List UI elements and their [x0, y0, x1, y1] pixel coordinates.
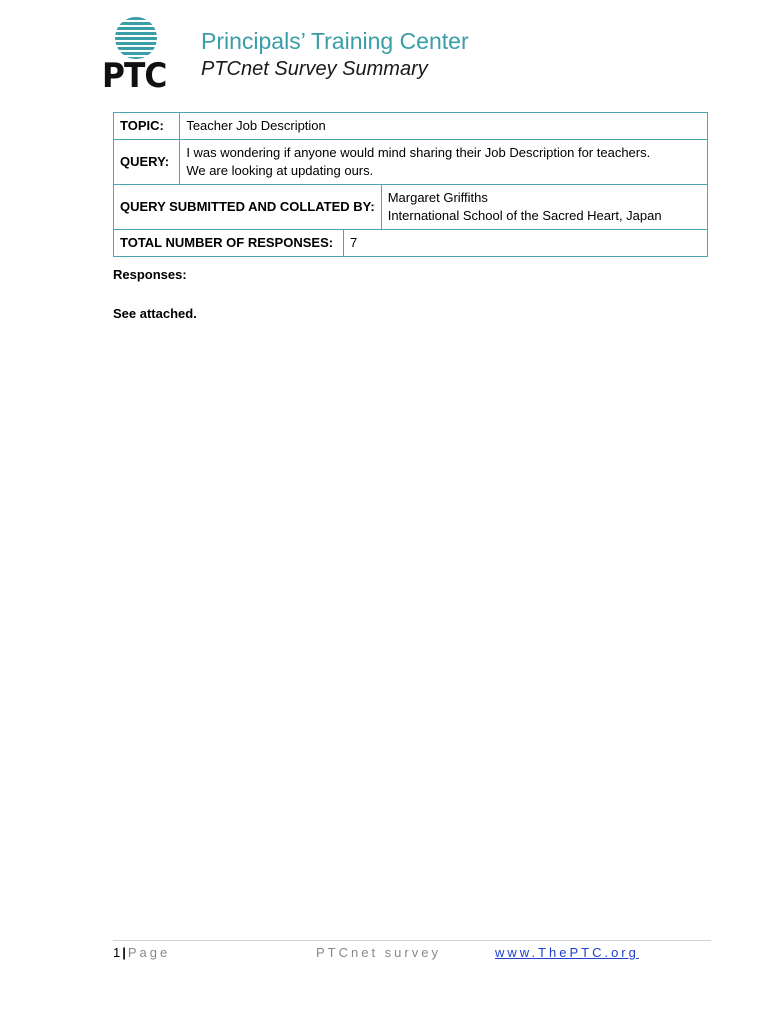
submitter-organization: International School of the Sacred Heart, Japan: [387, 208, 662, 223]
responses-count-row: [114, 230, 708, 257]
survey-info-table: [113, 112, 708, 257]
page-separator: |: [122, 945, 126, 960]
submitted-row: [114, 185, 708, 230]
footer-page-number: [113, 945, 170, 960]
footer-center-text: PTCnet survey: [316, 945, 441, 960]
submitter-name: Margaret Griffiths: [387, 190, 488, 205]
query-line-2: We are looking at updating ours.: [186, 163, 374, 178]
footer-divider: [113, 940, 711, 941]
query-value: [180, 140, 708, 185]
logo-text: PTC: [102, 56, 167, 96]
topic-value: Teacher Job Description: [180, 113, 708, 140]
submitted-value: [381, 185, 707, 230]
query-row: [114, 140, 708, 185]
query-label: QUERY:: [114, 140, 180, 185]
org-title: Principals’ Training Center: [201, 28, 469, 54]
topic-label: TOPIC:: [114, 113, 180, 140]
see-attached-text: See attached.: [113, 306, 197, 321]
footer-website-link[interactable]: www.ThePTC.org: [495, 945, 639, 960]
submitted-label: QUERY SUBMITTED AND COLLATED BY:: [114, 185, 382, 230]
document-subtitle: PTCnet Survey Summary: [201, 58, 428, 80]
responses-count-label: TOTAL NUMBER OF RESPONSES:: [114, 230, 344, 257]
query-line-1: I was wondering if anyone would mind sharing their Job Description for teachers.: [186, 145, 651, 160]
responses-heading: Responses:: [113, 267, 187, 282]
page-word: Page: [127, 945, 171, 960]
page-number: 1: [113, 945, 121, 960]
responses-count-value: 7: [344, 230, 708, 257]
topic-row: [114, 113, 708, 140]
